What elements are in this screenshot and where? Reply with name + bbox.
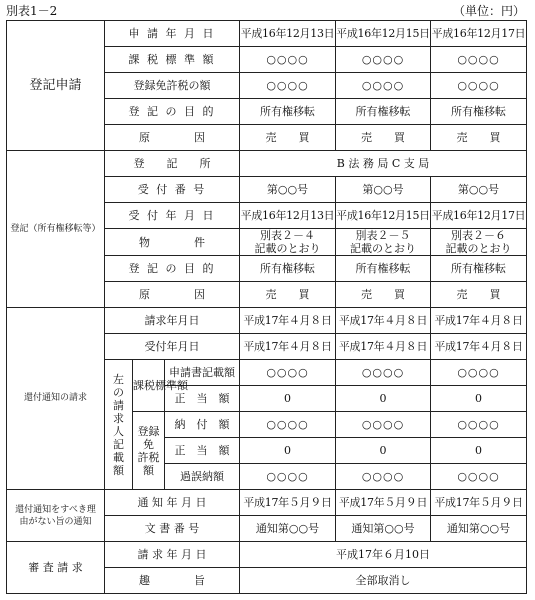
title-line: 還付通知をすべき理: [15, 504, 96, 515]
vertical-char: 額: [113, 463, 124, 477]
cell-value: 第○○号: [336, 177, 431, 203]
cell-value: 平成16年12月17日: [431, 21, 527, 47]
cell-value: 通知第○○号: [240, 516, 336, 542]
cell-value: 売 買: [240, 125, 336, 151]
cell-value: 平成17年４月８日: [336, 334, 431, 360]
cell-value: 売 買: [431, 282, 527, 308]
cell-value: [431, 229, 527, 256]
row-label: 正 当 額: [165, 386, 240, 412]
vertical-char: の: [113, 385, 124, 399]
section-title-no-refund-notice: [7, 490, 105, 542]
cell-value: 平成16年12月13日: [240, 203, 336, 229]
vertical-char: 記: [113, 437, 124, 451]
vertical-char: 請: [113, 398, 124, 412]
row-label: 受 付 年 月 日: [105, 203, 240, 229]
row-label: 原 因: [105, 125, 240, 151]
row-label: 受 付 番 号: [105, 177, 240, 203]
cell-value: [336, 229, 431, 256]
row-label: 請求年月日: [105, 308, 240, 334]
cell-value: 第○○号: [431, 177, 527, 203]
row-label: 登 記 所: [105, 151, 240, 177]
cell-value: 通知第○○号: [431, 516, 527, 542]
unit-note: （単位：円）: [452, 4, 525, 18]
cell-value: 所有権移転: [431, 99, 527, 125]
cell-value: 0: [431, 438, 527, 464]
vertical-char: 左: [113, 372, 124, 386]
row-label: 通 知 年 月 日: [105, 490, 240, 516]
review-request-date: 平成17年６月10日: [240, 542, 527, 568]
cell-value: 売 買: [240, 282, 336, 308]
cell-value: 平成17年５月９日: [431, 490, 527, 516]
cell-value: 通知第○○号: [336, 516, 431, 542]
row-label: 請 求 年 月 日: [105, 542, 240, 568]
registry-office: B 法 務 局 C 支 局: [240, 151, 527, 177]
row-label: 趣 旨: [105, 568, 240, 594]
property-note: 記載のとおり: [254, 242, 321, 255]
row-label: 正 当 額: [165, 438, 240, 464]
row-label: 納 付 額: [165, 412, 240, 438]
section-title-refund-notice-request: 還付通知の請求: [7, 308, 105, 490]
property-ref: 別表２－４: [260, 229, 316, 242]
cell-value: 平成17年４月８日: [240, 334, 336, 360]
claimant-stated-amount-label: [105, 360, 133, 490]
cell-value: ○○○○: [240, 464, 336, 490]
row-label: 過誤納額: [165, 464, 240, 490]
row-label: 登 記 の 目 的: [105, 256, 240, 282]
cell-value: 平成17年４月８日: [431, 308, 527, 334]
cell-value: ○○○○: [431, 412, 527, 438]
table-row: [7, 151, 527, 177]
cell-value: ○○○○: [336, 47, 431, 73]
cell-value: 平成17年４月８日: [240, 308, 336, 334]
cell-value: ○○○○: [431, 464, 527, 490]
section-title-registration: 登記（所有権移転等）: [7, 151, 105, 308]
cell-value: ○○○○: [431, 47, 527, 73]
cell-value: 平成17年５月９日: [336, 490, 431, 516]
cell-value: 0: [336, 438, 431, 464]
label-line: 許税額: [137, 450, 160, 477]
review-request-purpose: 全部取消し: [240, 568, 527, 594]
property-note: 記載のとおり: [445, 242, 512, 255]
table-row: [7, 21, 527, 47]
cell-value: 0: [240, 386, 336, 412]
cell-value: 売 買: [336, 125, 431, 151]
cell-value: 0: [431, 386, 527, 412]
section-title-review-request: 審 査 請 求: [7, 542, 105, 594]
row-label: 課 税 標 準 額: [105, 47, 240, 73]
cell-value: 所有権移転: [240, 99, 336, 125]
title-line: 由がない旨の通知: [19, 516, 92, 527]
cell-value: ○○○○: [336, 73, 431, 99]
cell-value: ○○○○: [336, 360, 431, 386]
cell-value: 所有権移転: [431, 256, 527, 282]
cell-value: 所有権移転: [240, 256, 336, 282]
cell-value: 売 買: [336, 282, 431, 308]
cell-value: 第○○号: [240, 177, 336, 203]
cell-value: 平成16年12月13日: [240, 21, 336, 47]
cell-value: 所有権移転: [336, 99, 431, 125]
row-label: 登録免許税の額: [105, 73, 240, 99]
row-label: 申請書記載額: [165, 360, 240, 386]
cell-value: 売 買: [431, 125, 527, 151]
row-label: 文 書 番 号: [105, 516, 240, 542]
cell-value: ○○○○: [240, 360, 336, 386]
cell-value: [240, 229, 336, 256]
cell-value: 平成17年５月９日: [240, 490, 336, 516]
section-title-registration-application: 登記申請: [7, 21, 105, 151]
row-label: 申 請 年 月 日: [105, 21, 240, 47]
row-label: 物 件: [105, 229, 240, 256]
row-label: 受付年月日: [105, 334, 240, 360]
property-note: 記載のとおり: [350, 242, 417, 255]
cell-value: 平成16年12月17日: [431, 203, 527, 229]
row-label: 原 因: [105, 282, 240, 308]
vertical-char: 載: [113, 450, 124, 464]
cell-value: ○○○○: [336, 464, 431, 490]
cell-value: 所有権移転: [336, 256, 431, 282]
cell-value: 0: [336, 386, 431, 412]
property-ref: 別表２－５: [355, 229, 411, 242]
tax-base-label: 課税標準額: [133, 360, 165, 412]
property-ref: 別表２－６: [451, 229, 507, 242]
label-line: 登録免: [137, 424, 160, 451]
table-row: [7, 542, 527, 568]
cell-value: 平成17年４月８日: [336, 308, 431, 334]
row-label: 登 記 の 目 的: [105, 99, 240, 125]
cell-value: ○○○○: [336, 412, 431, 438]
cell-value: ○○○○: [431, 73, 527, 99]
case-table: [6, 20, 527, 594]
table-row: [7, 308, 527, 334]
cell-value: 平成16年12月15日: [336, 203, 431, 229]
cell-value: ○○○○: [240, 47, 336, 73]
cell-value: ○○○○: [240, 412, 336, 438]
cell-value: ○○○○: [431, 360, 527, 386]
table-id: 別表1－2: [6, 4, 58, 18]
cell-value: 平成16年12月15日: [336, 21, 431, 47]
vertical-char: 人: [113, 424, 124, 438]
cell-value: 0: [240, 438, 336, 464]
registration-tax-label: [133, 412, 165, 490]
cell-value: 平成17年４月８日: [431, 334, 527, 360]
table-row: [7, 490, 527, 516]
cell-value: ○○○○: [240, 73, 336, 99]
vertical-char: 求: [113, 411, 124, 425]
